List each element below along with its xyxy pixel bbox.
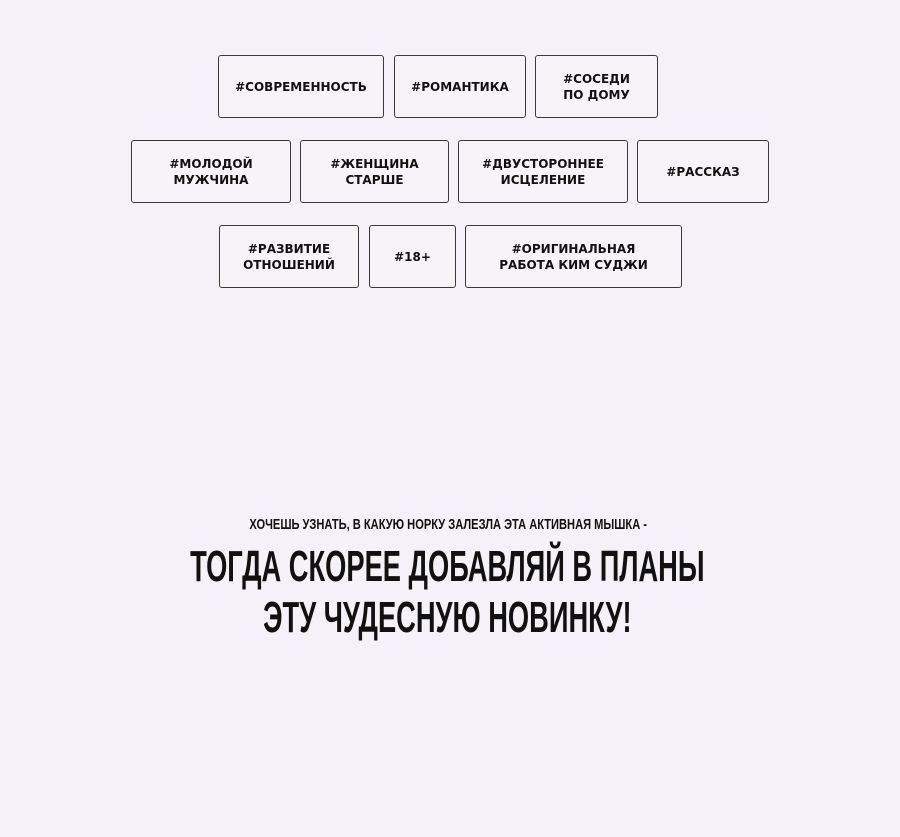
promo-headline <box>168 541 726 643</box>
tag-romance: #РОМАНТИКА <box>394 55 526 118</box>
tag-modernity: #СОВРЕМЕННОСТЬ <box>218 55 384 118</box>
tag-original-work: #ОРИГИНАЛЬНАЯ РАБОТА КИМ СУДЖИ <box>465 225 682 288</box>
promo-headline-line1: ТОГДА СКОРЕЕ ДОБАВЛЯЙ В ПЛАНЫ <box>190 542 705 591</box>
tag-young-man: #МОЛОДОЙ МУЖЧИНА <box>131 140 291 203</box>
tag-older-woman: #ЖЕНЩИНА СТАРШЕ <box>300 140 449 203</box>
tag-18-plus: #18+ <box>369 225 456 288</box>
tag-mutual-healing: #ДВУСТОРОННЕЕ ИСЦЕЛЕНИЕ <box>458 140 628 203</box>
promo-headline-line2: ЭТУ ЧУДЕСНУЮ НОВИНКУ! <box>263 593 632 642</box>
tag-neighbors: #СОСЕДИ ПО ДОМУ <box>535 55 658 118</box>
tag-relationship-development: #РАЗВИТИЕ ОТНОШЕНИЙ <box>219 225 359 288</box>
promo-subtitle: ХОЧЕШЬ УЗНАТЬ, В КАКУЮ НОРКУ ЗАЛЕЗЛА ЭТА АКТИВНАЯ МЫШКА - <box>249 516 647 533</box>
tag-story: #РАССКАЗ <box>637 140 769 203</box>
